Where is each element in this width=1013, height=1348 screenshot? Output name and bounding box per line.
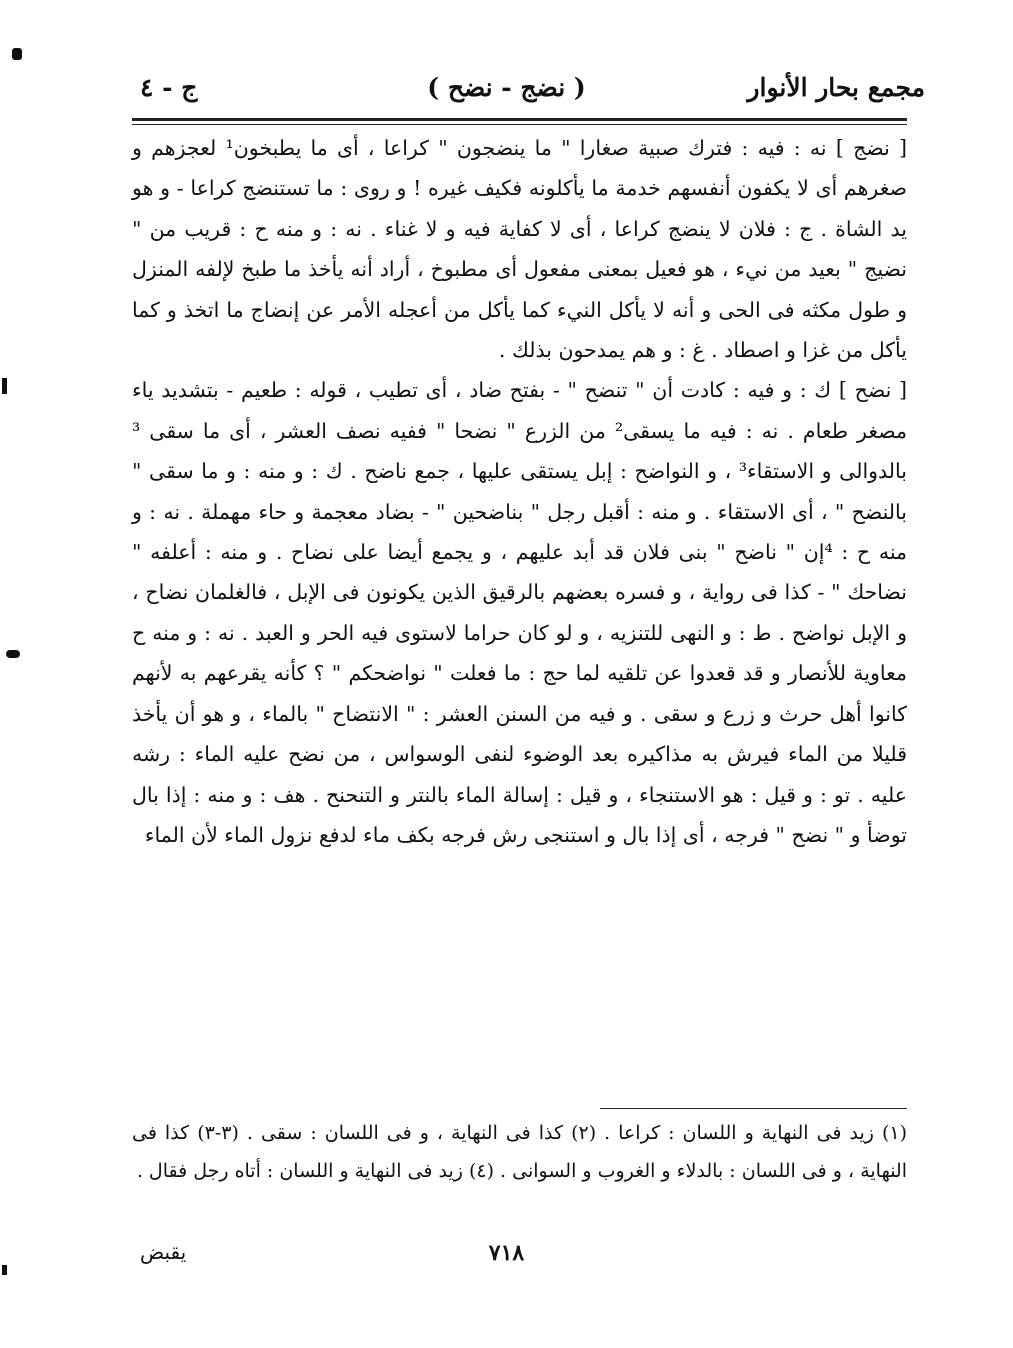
main-text [132,128,907,855]
scan-speck [2,378,7,394]
catchword: يقبض [140,1240,187,1264]
footnote-rule [600,1108,907,1109]
page-number: ٧١٨ [488,1240,525,1266]
paragraph-nadah: [ نضح ] ك : و فيه : كادت أن " تنضح " - بفتح ضاد ، أى تطيب ، قوله : طعيم - بتشديد ياء مصغر طعام . نه : فيه ما يسقى² من الزرع " نضحا " ففيه نصف العشر ، أى ما سقى ³ بالدوالى و الاستقاء³ ، و النواضح : إبل يستقى عليها ، جمع ناضح . ك : و منه : و ما سقى " بالنضح " ، أى الاستقاء . و منه : أقبل رجل " بناضحين " - بضاد معجمة و حاء مهملة . نه : و منه ح : ⁴إن " ناضح " بنى فلان قد أبد عليهم ، و يجمع أيضا على نضاح . و منه : أعلفه " نضاحك " - كذا فى رواية ، و فسره بعضهم بالرقيق الذين يكونون فى الإبل ، فالغلمان نضاح ، و الإبل نواضح . ط : و النهى للتنزيه ، و لو كان حراما لاستوى فيه الحر و العبد . نه : و منه ح معاوية للأنصار و قد قعدوا عن تلقيه لما حج : ما فعلت " نواضحكم " ؟ كأنه يقرعهم به لأنهم كانوا أهل حرث و زرع و سقى . و فيه من السنن العشر : " الانتضاح " بالماء ، و هو أن يأخذ قليلا من الماء فيرش به مذاكيره بعد الوضوء لنفى الوسواس ، من نضح عليه الماء : رشه عليه . تو : و قيل : هو الاستنجاء ، و قيل : إسالة الماء بالنتر و التنحنح . هف : و منه : إذا بال توضأ و " نضح " فرجه ، أى إذا بال و استنجى رش فرجه بكف ماء لدفع نزول الماء لأن الماء [132,378,908,847]
header-rule-thick [132,118,907,121]
paragraph-nadij: [ نضج ] نه : فيه : فترك صبية صغارا " ما ينضجون " كراعا ، أى ما يطبخون¹ لعجزهم و صغرهم أى لا يكفون أنفسهم خدمة ما يأكلونه فكيف غيره ! و روى : ما تستنضج كراعا - و هو يد الشاة . ج : فلان لا ينضج كراعا ، أى لا كفاية فيه و لا غناء . نه : و منه ح : قريب من " نضيج " بعيد من نيء ، هو فعيل بمعنى مفعول أى مطبوخ ، أراد أنه يأخذ ما طبخ لإلفه المنزل و طول مكثه فى الحى و أنه لا يأكل النيء كما يأكل من أعجله الأمر عن إنضاج ما اتخذ و كما يأكل من غزا و اصطاد . غ : و هم يمدحون بذلك . [132,136,907,363]
scan-speck [2,1265,7,1275]
running-title: مجمع بحار الأنوار [747,73,925,102]
volume-label: ج - ٤ [140,73,198,102]
scan-speck [12,48,22,60]
footnotes: (١) زيد فى النهاية و اللسان : كراعا . (٢) كذا فى النهاية ، و فى اللسان : سقى . (٣-٣) كذا فى النهاية ، و فى اللسان : بالدلاء و الغروب و السوانى . (٤) زيد فى النهاية و اللسان : أتاه رجل فقال . [132,1122,907,1182]
header-rule-thin [132,124,907,125]
scan-speck [6,650,20,658]
entry-range: ( نضج - نضح ) [427,73,586,102]
